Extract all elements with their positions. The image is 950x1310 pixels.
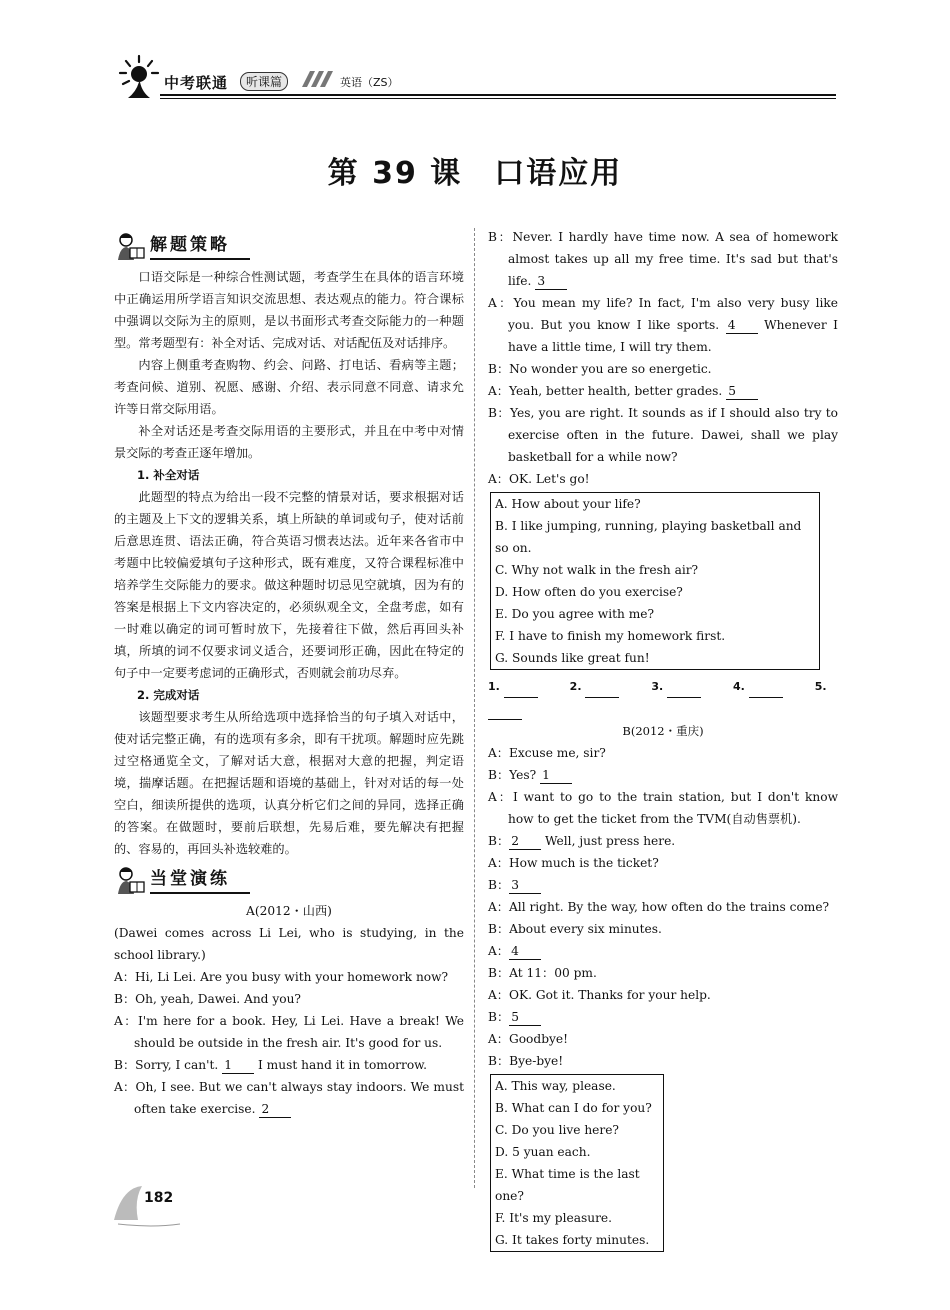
- right-column: [488, 226, 838, 1254]
- strategy-paragraph: 补全对话还是考查交际用语的主要形式，并且在中考中对情景交际的考查正逐年增加。: [114, 424, 464, 460]
- dialog-line: A：You mean my life? In fact, I'm also very busy like you. But you know I like sports. 4 Whenever I have a little time, I will try them.: [488, 296, 838, 354]
- strategy-paragraph: 该题型要求考生从所给选项中选择恰当的句子填入对话中，使对话完整正确，有的选项有多余，即有干扰项。解题时应先跳过空格通览全文，了解对话大意，根据对大意的把握，判定语境，揣摩话题。在把握话题和语境的基础上，针对对话的每一处空白，细读所提供的选项，认真分析它们之间的异同，选择正确的答案。在做题时，要前后联想，先易后难，要先解决有把握的、容易的，再回头补选较难的。: [114, 710, 464, 856]
- reader-icon: [114, 866, 150, 896]
- section-tag: 听课篇: [240, 72, 288, 91]
- answer-line[interactable]: [504, 697, 538, 698]
- exercise-a-options-box: [490, 492, 820, 670]
- dialog-line: B： 5: [488, 1006, 838, 1028]
- reader-icon: [114, 232, 150, 262]
- answer-line[interactable]: [488, 719, 522, 720]
- option-item: B. What can I do for you?: [495, 1101, 652, 1115]
- answer-slot[interactable]: 4.: [733, 680, 799, 693]
- answer-blank[interactable]: 4: [509, 943, 541, 960]
- dialog-line: A：All right. By the way, how often do the trains come?: [488, 900, 830, 914]
- answer-slot[interactable]: 2.: [570, 680, 636, 693]
- answer-slot[interactable]: 5.: [488, 680, 827, 715]
- answer-blank[interactable]: 5: [726, 383, 758, 400]
- option-item: C. Do you live here?: [495, 1123, 619, 1137]
- dialog-line: B：No wonder you are so energetic.: [488, 362, 712, 376]
- option-item: F. It's my pleasure.: [495, 1211, 613, 1225]
- page-footer: [112, 1180, 182, 1228]
- subject-label: 英语（ZS）: [340, 76, 399, 89]
- exercise-b-options-box: [490, 1074, 664, 1252]
- option-item: C. Why not walk in the fresh air?: [495, 563, 699, 577]
- answer-blank[interactable]: 2: [509, 833, 541, 850]
- answer-line[interactable]: [749, 697, 783, 698]
- dialog-line: A：I want to go to the train station, but I don't know how to get the ticket from the TVM(自动售票机).: [488, 790, 838, 826]
- practice-heading-block: [114, 866, 464, 896]
- option-item: F. I have to finish my homework first.: [495, 629, 726, 643]
- option-item: E. Do you agree with me?: [495, 607, 655, 621]
- option-item: D. 5 yuan each.: [495, 1145, 591, 1159]
- page-header: [112, 52, 836, 102]
- dialog-line: A：I'm here for a book. Hey, Li Lei. Have a break! We should be outside in the fresh air. It's good for us.: [114, 1014, 464, 1050]
- answer-blank[interactable]: 3: [509, 877, 541, 894]
- answer-blank[interactable]: 3: [535, 273, 567, 290]
- practice-heading: 当堂演练: [150, 869, 230, 889]
- strategy-paragraph: 此题型的特点为给出一段不完整的情景对话，要求根据对话的主题及上下文的逻辑关系，填上所缺的单词或句子，使对话前后意思连贯、语法正确，符合英语习惯表达法。近年来各省市中考题中比较偏爱填句子这种形式，既有难度，又符合课程标准中培养学生交际能力的要求。做这种题时切忌见空就填，因为有的答案是根据上下文内容决定的，必须纵观全文，全盘考虑，如有一时难以确定的词可暂时放下，先接着往下做，然后再回头补填，所填的词不仅要求词义适合，还要词形正确，因此在特定的句子中一定要考虑词的正确形式，否则就会前功尽弃。: [114, 490, 464, 680]
- strategy-heading: 解题策略: [150, 235, 230, 255]
- exercise-a-intro: (Dawei comes across Li Lei, who is studying, in the school library.): [114, 926, 464, 962]
- exercise-b-title: B(2012・重庆): [622, 724, 704, 738]
- answer-line[interactable]: [585, 697, 619, 698]
- dialog-line: A：Excuse me, sir?: [488, 746, 606, 760]
- option-item: E. What time is the last one?: [495, 1167, 640, 1203]
- answer-blank[interactable]: 1: [540, 767, 572, 784]
- subheading-finish-dialog: 2. 完成对话: [137, 688, 200, 702]
- dialog-line: A：How much is the ticket?: [488, 856, 659, 870]
- option-item: G. It takes forty minutes.: [495, 1233, 650, 1247]
- answer-blank[interactable]: 1: [222, 1057, 254, 1074]
- subheading-complete-dialog: 1. 补全对话: [137, 468, 200, 482]
- dialog-line: B：Yes, you are right. It sounds as if I should also try to exercise often in the future. Dawei, shall we play basketball for a while now?: [488, 406, 838, 464]
- answer-blanks-row: [488, 676, 838, 720]
- dialog-line: A：Goodbye!: [488, 1032, 568, 1046]
- dialog-line: B：About every six minutes.: [488, 922, 662, 936]
- dialog-line: B：Never. I hardly have time now. A sea of homework almost takes up all my free time. It's sad but that's life. 3: [488, 230, 838, 288]
- exercise-a-title: A(2012・山西): [246, 904, 332, 918]
- answer-blank[interactable]: 4: [726, 317, 758, 334]
- exercise-b-dialog: [488, 742, 838, 1072]
- strategy-paragraph: 口语交际是一种综合性测试题，考查学生在具体的语言环境中正确运用所学语言知识交流思想、表达观点的能力。符合课标中强调以交际为主的原则，是以书面形式考查交际能力的一种题型。常考题型有：补全对话、完成对话、对话配伍及对话排序。: [114, 270, 464, 350]
- lesson-title: 第 39 课 口语应用: [327, 156, 623, 191]
- dialog-line: A：OK. Let's go!: [488, 472, 590, 486]
- left-column: [114, 232, 464, 1120]
- dialog-line: A：OK. Got it. Thanks for your help.: [488, 988, 711, 1002]
- column-divider: [474, 228, 475, 1188]
- brand-name: 中考联通: [164, 74, 229, 92]
- exercise-a-dialog-left: [114, 966, 464, 1120]
- dialog-line: A：Yeah, better health, better grades. 5: [488, 380, 838, 402]
- answer-slot[interactable]: 3.: [651, 680, 717, 693]
- page-number: 182: [144, 1190, 174, 1206]
- dialog-line: B：Yes? 1: [488, 764, 838, 786]
- dialog-line: B：Sorry, I can't. 1 I must hand it in tomorrow.: [114, 1058, 428, 1072]
- option-item: A. How about your life?: [495, 497, 641, 511]
- heading-underline: [150, 258, 250, 260]
- dialog-line: B：At 11：00 pm.: [488, 966, 597, 980]
- header-rule: [160, 94, 836, 96]
- sun-tree-logo-icon: [112, 52, 166, 100]
- stripes-decoration-icon: [302, 71, 340, 87]
- answer-slot[interactable]: 1.: [488, 680, 554, 693]
- exercise-a-dialog-right: [488, 226, 838, 490]
- answer-blank[interactable]: 2: [259, 1101, 291, 1118]
- header-rule-thin: [160, 98, 836, 99]
- strategy-paragraph: 内容上侧重考查购物、约会、问路、打电话、看病等主题；考查问候、道别、祝愿、感谢、介绍、表示同意不同意、请求允许等日常交际用语。: [114, 358, 464, 416]
- option-item: D. How often do you exercise?: [495, 585, 683, 599]
- option-item: B. I like jumping, running, playing basketball and so on.: [495, 519, 802, 555]
- dialog-line: B： 3: [488, 874, 838, 896]
- dialog-line: B：Bye-bye!: [488, 1054, 564, 1068]
- option-item: G. Sounds like great fun!: [495, 651, 650, 665]
- dialog-line: A： 4: [488, 940, 838, 962]
- dialog-line: B： 2 Well, just press here.: [488, 834, 676, 848]
- answer-line[interactable]: [667, 697, 701, 698]
- dialog-line: A：Oh, I see. But we can't always stay indoors. We must often take exercise. 2: [114, 1080, 464, 1116]
- heading-underline: [150, 892, 250, 894]
- dialog-line: B：Oh, yeah, Dawei. And you?: [114, 992, 301, 1006]
- strategy-heading-block: [114, 232, 464, 262]
- answer-blank[interactable]: 5: [509, 1009, 541, 1026]
- dialog-line: A：Hi, Li Lei. Are you busy with your homework now?: [114, 970, 449, 984]
- option-item: A. This way, please.: [495, 1079, 616, 1093]
